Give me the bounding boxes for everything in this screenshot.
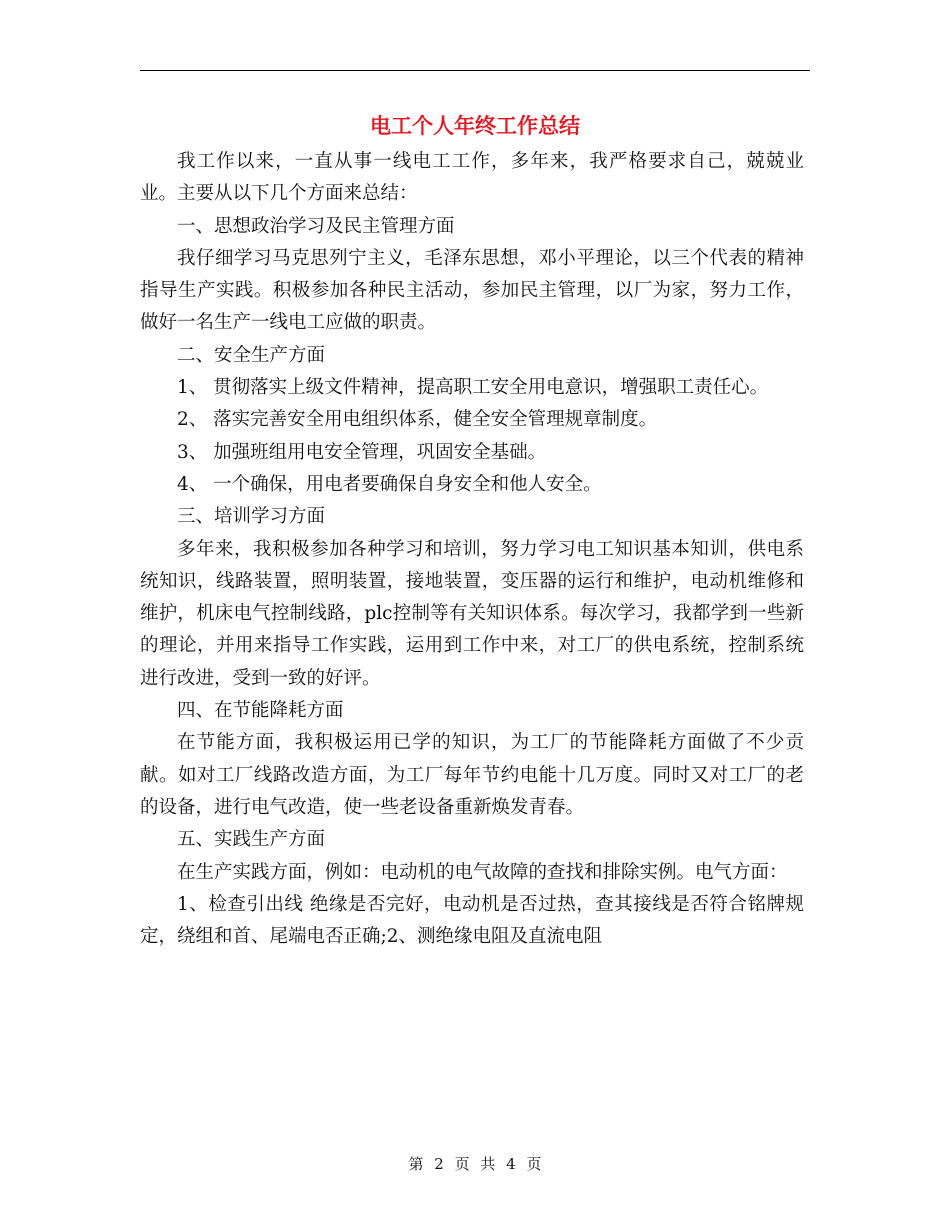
energy-paragraph: 在节能方面，我积极运用已学的知识，为工厂的节能降耗方面做了不少贡献。如对工厂线路改造方面，为工厂每年节约电能十几万度。同时又对工厂的老的设备，进行电气改造，使一些老设备重新焕发青春。 [140, 732, 804, 818]
safety-item-4: 4、 一个确保，用电者要确保自身安全和他人安全。 [177, 473, 602, 495]
section-heading-politics: 一、思想政治学习及民主管理方面 [177, 215, 455, 237]
page-footer: 第 2 页 共 4 页 [408, 1155, 542, 1173]
section-heading-training: 三、培训学习方面 [177, 506, 326, 528]
section-heading-safety: 二、安全生产方面 [177, 344, 326, 366]
section-heading-practice: 五、实践生产方面 [177, 829, 326, 851]
document-body [140, 146, 804, 953]
safety-item-3: 3、 加强班组用电安全管理，巩固安全基础。 [177, 441, 547, 463]
practice-paragraph: 在生产实践方面，例如：电动机的电气故障的查找和排除实例。电气方面： [177, 861, 788, 883]
practice-item-1: 1、检查引出线 绝缘是否完好，电动机是否过热，查其接线是否符合铭牌规定，绕组和首、尾端电否正确;2、测绝缘电阻及直流电阻 [140, 893, 804, 948]
section-heading-energy: 四、在节能降耗方面 [177, 700, 344, 722]
training-paragraph: 多年来，我积极参加各种学习和培训，努力学习电工知识基本知训，供电系统知识，线路装置，照明装置，接地装置，变压器的运行和维护，电动机维修和维护，机床电气控制线路，plc控制等有关知识体系。每次学习，我都学到一些新的理论，并用来指导工作实践，运用到工作中来，对工厂的供电系统，控制系统进行改进，受到一致的好评。 [140, 538, 804, 689]
safety-item-1: 1、 贯彻落实上级文件精神，提高职工安全用电意识，增强职工责任心。 [177, 377, 769, 399]
intro-paragraph: 我工作以来，一直从事一线电工工作，多年来，我严格要求自己，兢兢业业。主要从以下几个方面来总结： [140, 151, 804, 205]
header-rule [140, 70, 810, 71]
politics-paragraph: 我仔细学习马克思列宁主义，毛泽东思想，邓小平理论，以三个代表的精神指导生产实践。积极参加各种民主活动，参加民主管理，以厂为家，努力工作，做好一名生产一线电工应做的职责。 [140, 247, 804, 334]
document-title: 电工个人年终工作总结 [370, 113, 580, 138]
safety-item-2: 2、 落实完善安全用电组织体系，健全安全管理规章制度。 [177, 409, 658, 431]
